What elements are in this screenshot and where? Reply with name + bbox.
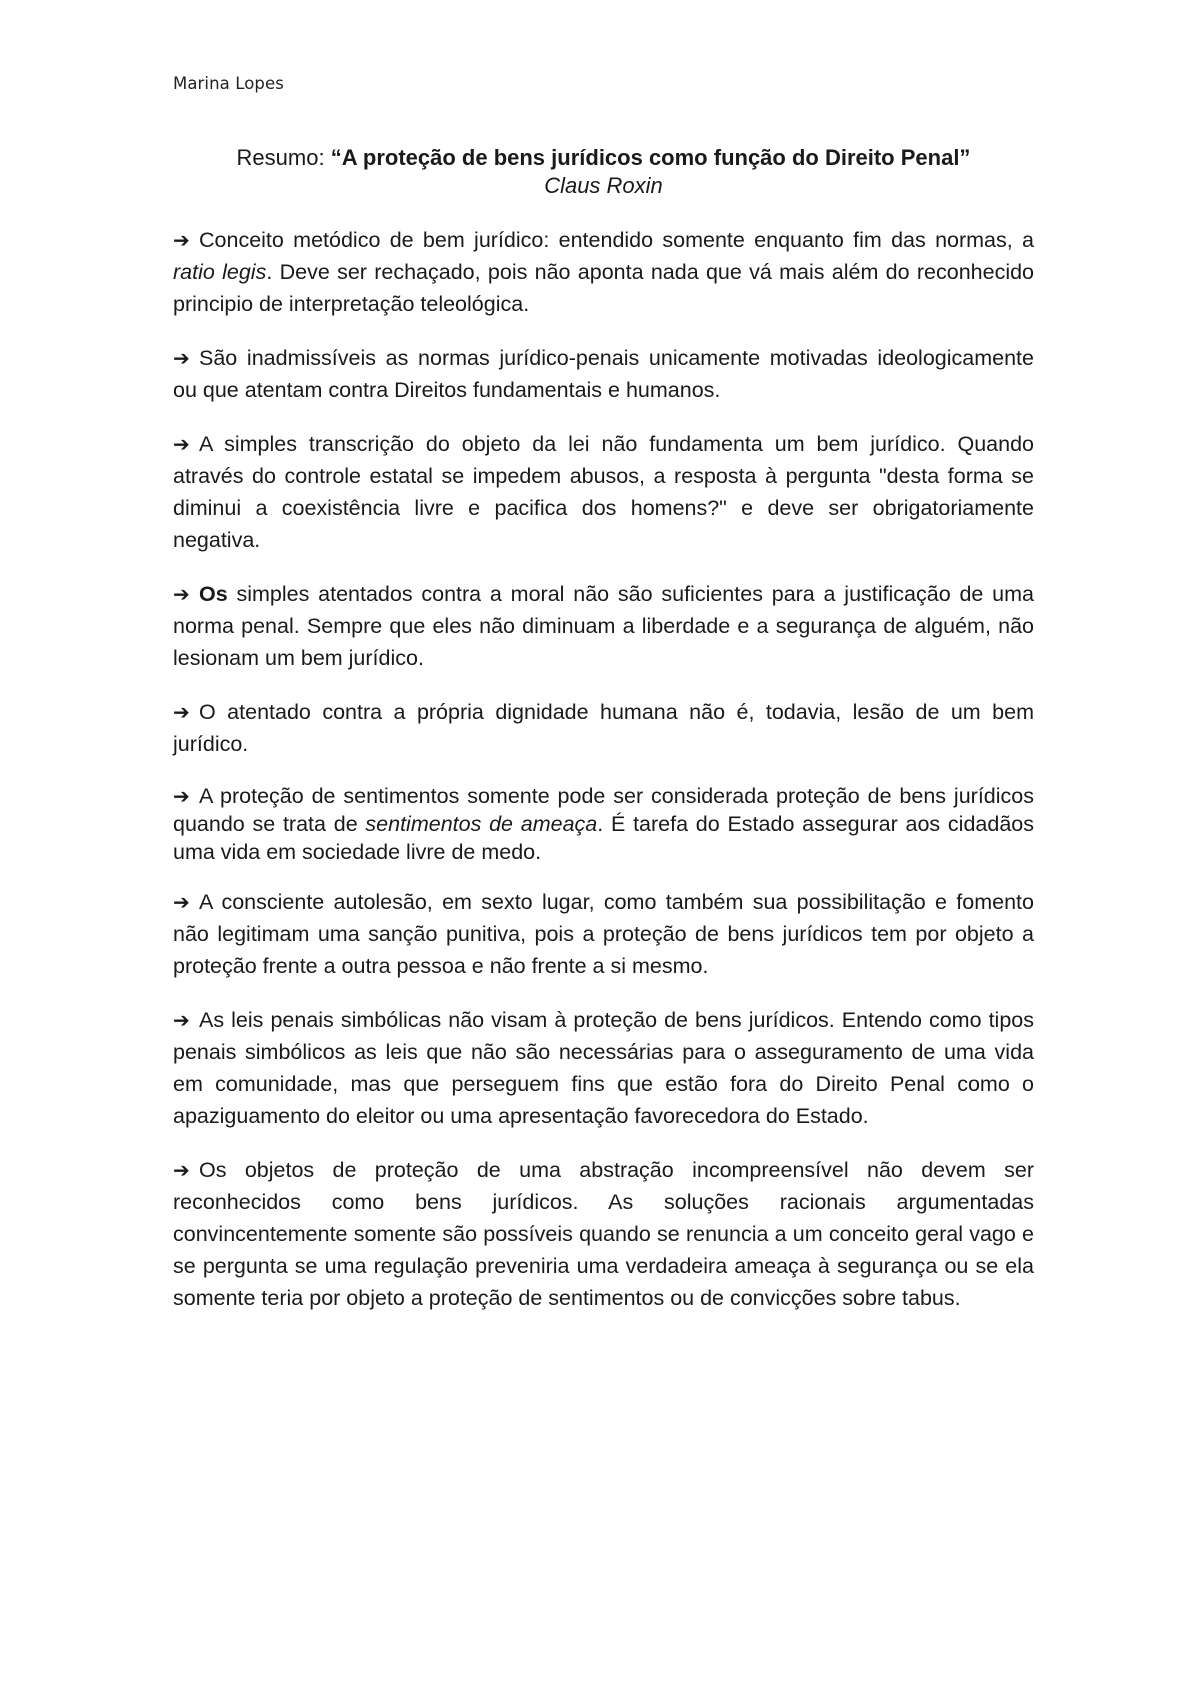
paragraph-text: Os objetos de proteção de uma abstração incompreensível não devem ser reconhecidos como bens jurídicos. As soluções racionais argumentadas convincentemente somente são possíveis quando se renuncia a um conceito geral vago e se pergunta se uma regulação preveniria uma verdadeira ameaça à segurança ou se ela somente teria por objeto a proteção de sentimentos ou de convicções sobre tabus.: [173, 1158, 1034, 1310]
paragraph-text: Conceito metódico de bem jurídico: entendido somente enquanto fim das normas, a: [199, 228, 1034, 252]
paragraph-4: [173, 578, 1034, 674]
paragraph-text: O atentado contra a própria dignidade humana não é, todavia, lesão de um bem jurídico.: [173, 700, 1034, 756]
document-title: “A proteção de bens jurídicos como função do Direito Penal”: [330, 145, 971, 170]
arrow-icon: ➔: [173, 346, 190, 370]
paragraph-2: [173, 342, 1034, 406]
paragraph-text: A proteção de sentimentos somente pode ser considerada proteção de bens jurídicos quando se trata de: [173, 784, 1034, 836]
paragraph-3: [173, 428, 1034, 556]
arrow-icon: ➔: [173, 228, 190, 252]
arrow-icon: ➔: [173, 1158, 190, 1182]
paragraph-text: . É tarefa do Estado assegurar aos cidadãos uma vida em sociedade livre de medo.: [173, 812, 1034, 864]
paragraph-1: [173, 224, 1034, 320]
arrow-icon: ➔: [173, 1008, 190, 1032]
document-subtitle: Claus Roxin: [544, 173, 663, 198]
paragraph-8: [173, 1004, 1034, 1132]
document-heading: [173, 144, 1034, 200]
paragraph-italic-text: ratio legis: [173, 260, 267, 284]
paragraph-text: São inadmissíveis as normas jurídico-penais unicamente motivadas ideologicamente ou que atentam contra Direitos fundamentais e humanos.: [173, 346, 1034, 402]
paragraph-text: A simples transcrição do objeto da lei não fundamenta um bem jurídico. Quando através do controle estatal se impedem abusos, a resposta à pergunta "desta forma se diminui a coexistência livre e pacifica dos homens?" e deve ser obrigatoriamente negativa.: [173, 432, 1034, 552]
paragraph-italic-text: sentimentos de ameaça: [365, 812, 598, 836]
paragraph-text: . Deve ser rechaçado, pois não aponta nada que vá mais além do reconhecido principio de interpretação teleológica.: [173, 260, 1035, 316]
paragraph-9: [173, 1154, 1034, 1314]
paragraph-text: A consciente autolesão, em sexto lugar, como também sua possibilitação e fomento não legitimam uma sanção punitiva, pois a proteção de bens jurídicos tem por objeto a proteção frente a outra pessoa e não frente a si mesmo.: [173, 890, 1034, 978]
heading-prefix: Resumo:: [236, 145, 331, 170]
paragraph-bold-text: Os: [199, 582, 228, 606]
paragraph-text: As leis penais simbólicas não visam à proteção de bens jurídicos. Entendo como tipos penais simbólicos as leis que não são necessárias para o asseguramento de uma vida em comunidade, mas que perseguem fins que estão fora do Direito Penal como o apaziguamento do eleitor ou uma apresentação favorecedora do Estado.: [173, 1008, 1034, 1128]
arrow-icon: ➔: [173, 890, 190, 914]
document-body: [173, 224, 1034, 1336]
author-name: Marina Lopes: [173, 74, 284, 93]
arrow-icon: ➔: [173, 432, 190, 456]
arrow-icon: ➔: [173, 700, 190, 724]
paragraph-5: [173, 696, 1034, 760]
paragraph-text: simples atentados contra a moral não são suficientes para a justificação de uma norma penal. Sempre que eles não diminuam a liberdade e a segurança de alguém, não lesionam um bem jurídico.: [173, 582, 1034, 670]
paragraph-6: [173, 782, 1034, 866]
arrow-icon: ➔: [173, 784, 190, 808]
paragraph-7: [173, 886, 1034, 982]
arrow-icon: ➔: [173, 582, 190, 606]
